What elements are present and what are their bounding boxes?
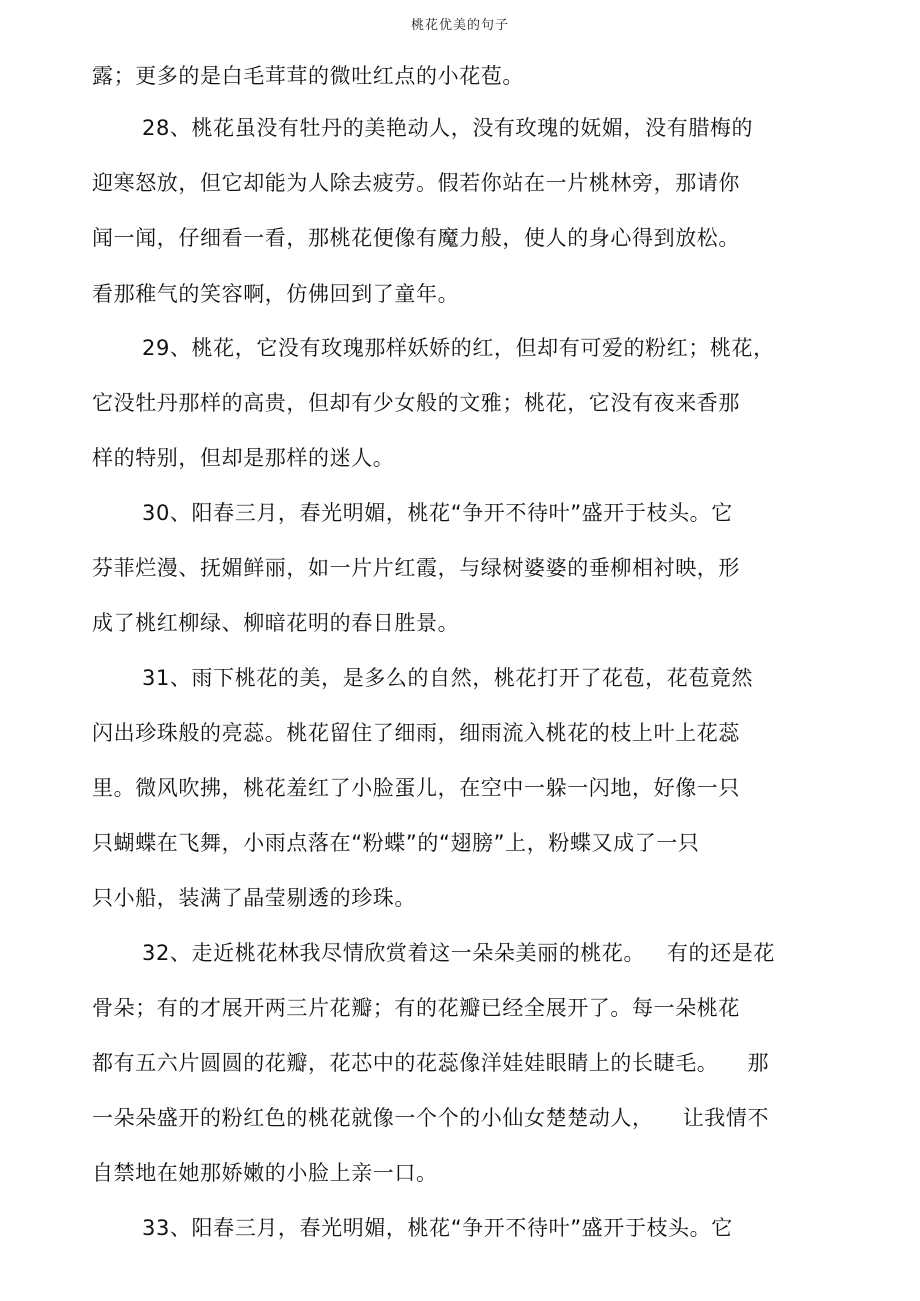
text-line: 闻一闻，仔细看一看，那桃花便像有魔力般，使人的身心得到放松。: [92, 226, 740, 250]
text-line: 里。微风吹拂，桃花羞红了小脸蛋儿，在空中一躲一闪地，好像一只: [92, 776, 740, 800]
text-line: 样的特别，但却是那样的迷人。: [92, 446, 395, 470]
text-line: 成了桃红柳绿、柳暗花明的春日胜景。: [92, 611, 460, 635]
page-header-title: 桃花优美的句子: [410, 18, 509, 33]
text-line: 迎寒怒放，但它却能为人除去疲劳。假若你站在一片桃林旁，那请你: [92, 171, 740, 195]
text-line: 只蝴蝶在飞舞，小雨点落在“粉蝶”的“翅膀”上，粉蝶又成了一只: [92, 831, 700, 855]
text-line: 它没牡丹那样的高贵，但却有少女般的文雅；桃花，它没有夜来香那: [92, 391, 740, 415]
text-line: 只小船，装满了晶莹剔透的珍珠。: [92, 886, 416, 910]
text-line: 28、桃花虽没有牡丹的美艳动人，没有玫瑰的妩媚，没有腊梅的: [142, 116, 754, 140]
text-line: 32、走近桃花林我尽情欣赏着这一朵朵美丽的桃花。 有的还是花: [142, 941, 775, 965]
text-line: 看那稚气的笑容啊，仿佛回到了童年。: [92, 282, 460, 306]
text-line: 都有五六片圆圆的花瓣，花芯中的花蕊像洋娃娃眼睛上的长睫毛。 那: [92, 1051, 770, 1075]
text-line: 自禁地在她那娇嫩的小脸上亲一口。: [92, 1161, 438, 1185]
text-line: 一朵朵盛开的粉红色的桃花就像一个个的小仙女楚楚动人， 让我情不: [92, 1106, 770, 1130]
text-line: 31、雨下桃花的美，是多么的自然，桃花打开了花苞，花苞竟然: [142, 666, 754, 690]
text-line: 芬菲烂漫、抚媚鲜丽，如一片片红霞，与绿树婆婆的垂柳相衬映，形: [92, 556, 740, 580]
text-line: 骨朵；有的才展开两三片花瓣；有的花瓣已经全展开了。每一朵桃花: [92, 996, 740, 1020]
text-line: 闪出珍珠般的亮蕊。桃花留住了细雨，细雨流入桃花的枝上叶上花蕊: [92, 721, 740, 745]
text-line: 30、阳春三月，春光明媚，桃花“争开不待叶”盛开于枝头。它: [142, 501, 733, 525]
text-line: 33、阳春三月，春光明媚，桃花“争开不待叶”盛开于枝头。它: [142, 1216, 733, 1240]
text-line: 露；更多的是白毛茸茸的微吐红点的小花苞。: [92, 64, 524, 88]
text-line: 29、桃花，它没有玫瑰那样妖娇的红，但却有可爱的粉红；桃花，: [142, 336, 775, 360]
